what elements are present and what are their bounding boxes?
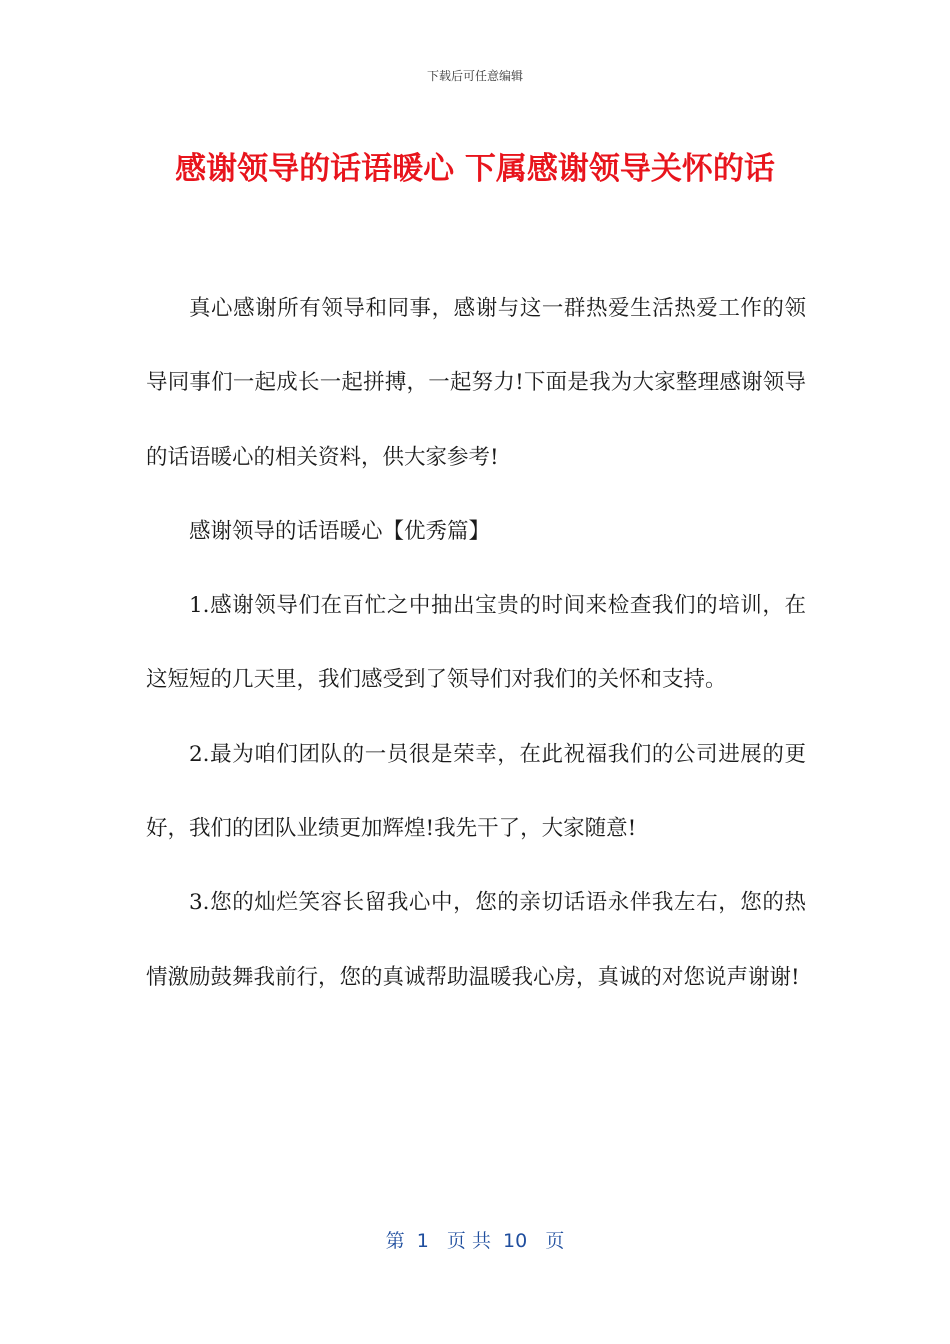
- header-note: 下载后可任意编辑: [426, 69, 523, 83]
- document-body: [146, 272, 806, 1015]
- section-heading: 感谢领导的话语暖心【优秀篇】: [189, 518, 491, 544]
- paragraph-item-1: 1.感谢领导们在百忙之中抽出宝贵的时间来检查我们的培训，在这短短的几天里，我们感受到了领导们对我们的关怀和支持。: [146, 593, 806, 693]
- document-title: 感谢领导的话语暖心 下属感谢领导关怀的话: [175, 151, 775, 187]
- paragraph-intro: 真心感谢所有领导和同事，感谢与这一群热爱生活热爱工作的领导同事们一起成长一起拼搏，一起努力!下面是我为大家整理感谢领导的话语暖心的相关资料，供大家参考!: [146, 296, 806, 470]
- paragraph-item-3: 3.您的灿烂笑容长留我心中，您的亲切话语永伴我左右，您的热情激励鼓舞我前行，您的真诚帮助温暖我心房，真诚的对您说声谢谢!: [146, 890, 806, 990]
- paragraph-item-2: 2.最为咱们团队的一员很是荣幸，在此祝福我们的公司进展的更好，我们的团队业绩更加辉煌!我先干了，大家随意!: [146, 741, 806, 842]
- page-number-footer: 第 1 页 共 10 页: [385, 1230, 565, 1252]
